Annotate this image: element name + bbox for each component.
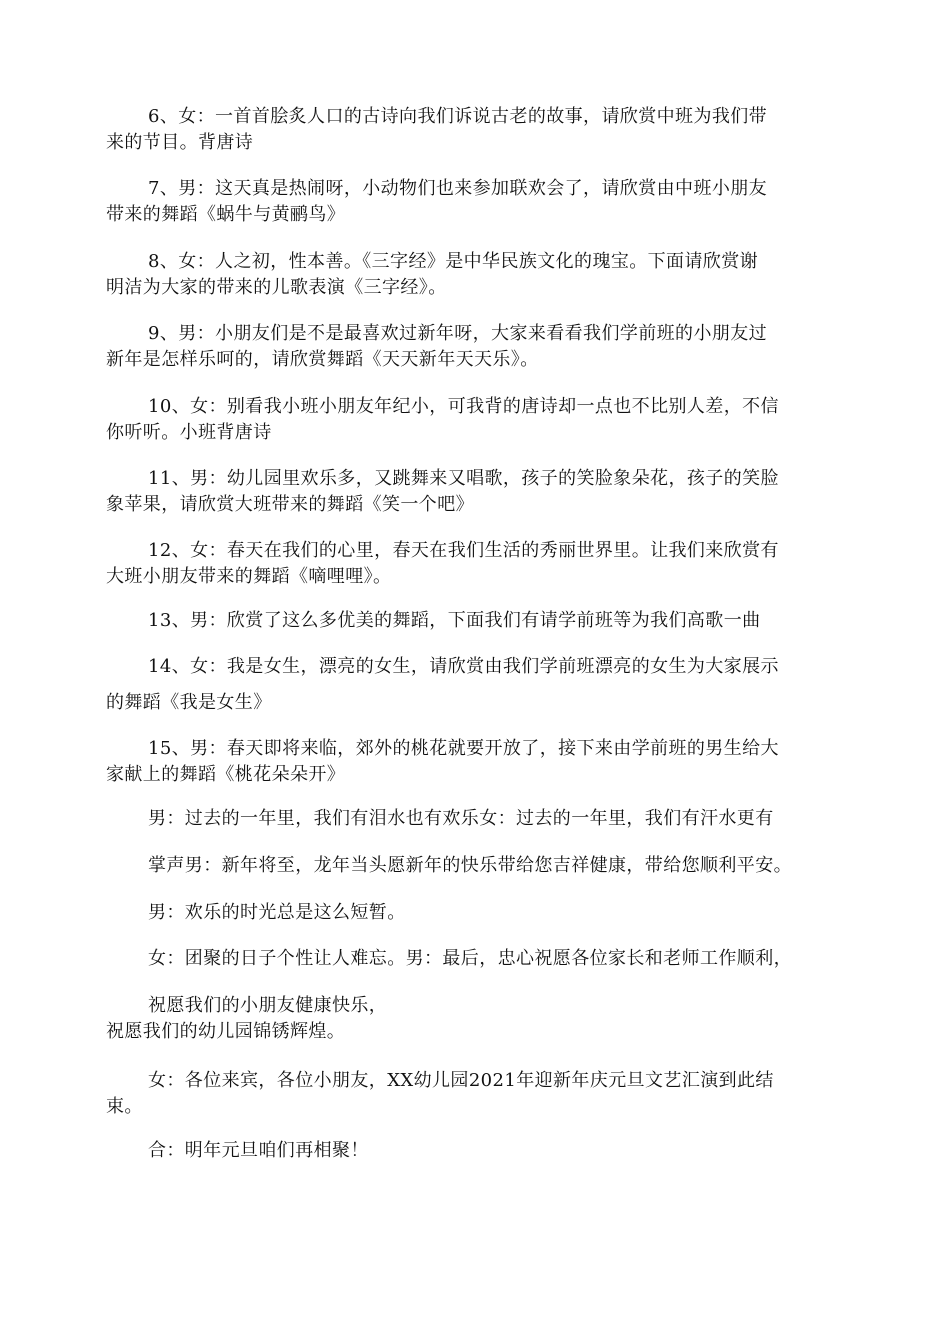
paragraph-ending [106, 1068, 846, 1120]
paragraph-10 [106, 394, 846, 446]
paragraph-line: 象苹果，请欣赏大班带来的舞蹈《笑一个吧》 [106, 494, 474, 515]
paragraph-closing-4 [106, 946, 846, 972]
paragraph-closing-1 [106, 806, 846, 832]
paragraph-line: 7、男：这天真是热闹呀，小动物们也来参加联欢会了，请欣赏由中班小朋友 [148, 178, 768, 199]
paragraph-final [106, 1138, 846, 1164]
paragraph-line: 8、女：人之初，性本善。《三字经》是中华民族文化的瑰宝。下面请欣赏谢 [148, 251, 759, 272]
paragraph-line: 合：明年元旦咱们再相聚！ [148, 1140, 369, 1161]
paragraph-line: 12、女：春天在我们的心里，春天在我们生活的秀丽世界里。让我们来欣赏有 [148, 540, 779, 561]
paragraph-15 [106, 736, 846, 788]
paragraph-line: 13、男：欣赏了这么多优美的舞蹈，下面我们有请学前班等为我们高歌一曲 [148, 610, 761, 631]
paragraph-line: 大班小朋友带来的舞蹈《嘀哩哩》。 [106, 566, 392, 587]
paragraph-closing-3 [106, 900, 846, 926]
paragraph-wishes [106, 993, 846, 1045]
paragraph-11 [106, 466, 846, 518]
paragraph-line: 女：团聚的日子个性让人难忘。男：最后，忠心祝愿各位家长和老师工作顺利， [148, 948, 792, 969]
paragraph-line: 家献上的舞蹈《桃花朵朵开》 [106, 764, 346, 785]
paragraph-8 [106, 249, 846, 301]
paragraph-line: 男：过去的一年里，我们有泪水也有欢乐女：过去的一年里，我们有汗水更有 [148, 808, 774, 829]
paragraph-line: 明洁为大家的带来的儿歌表演《三字经》。 [106, 277, 447, 298]
paragraph-line: 6、女：一首首脍炙人口的古诗向我们诉说古老的故事，请欣赏中班为我们带 [148, 106, 768, 127]
paragraph-line: 掌声男：新年将至，龙年当头愿新年的快乐带给您吉祥健康，带给您顺利平安。 [148, 855, 792, 876]
paragraph-line: 祝愿我们的小朋友健康快乐， [148, 995, 388, 1016]
paragraph-14-continued [106, 690, 846, 716]
paragraph-line: 带来的舞蹈《蜗牛与黄鹂鸟》 [106, 204, 346, 225]
paragraph-line: 10、女：别看我小班小朋友年纪小，可我背的唐诗却一点也不比别人差，不信 [148, 396, 779, 417]
paragraph-14 [106, 654, 846, 680]
paragraph-line: 15、男：春天即将来临，郊外的桃花就要开放了，接下来由学前班的男生给大 [148, 738, 779, 759]
paragraph-line: 男：欢乐的时光总是这么短暂。 [148, 902, 406, 923]
paragraph-line: 你听听。小班背唐诗 [106, 422, 272, 443]
paragraph-line: 新年是怎样乐呵的，请欣赏舞蹈《天天新年天天乐》。 [106, 349, 539, 370]
paragraph-line: 来的节目。背唐诗 [106, 132, 254, 153]
paragraph-closing-2 [106, 853, 846, 879]
paragraph-line: 束。 [106, 1096, 143, 1117]
paragraph-line: 14、女：我是女生，漂亮的女生，请欣赏由我们学前班漂亮的女生为大家展示 [148, 656, 779, 677]
paragraph-12 [106, 538, 846, 590]
paragraph-line: 的舞蹈《我是女生》 [106, 692, 272, 713]
paragraph-9 [106, 321, 846, 373]
paragraph-line: 11、男：幼儿园里欢乐多，又跳舞来又唱歌，孩子的笑脸象朵花，孩子的笑脸 [148, 468, 779, 489]
paragraph-line: 祝愿我们的幼儿园锦锈辉煌。 [106, 1021, 346, 1042]
paragraph-line: 9、男：小朋友们是不是最喜欢过新年呀，大家来看看我们学前班的小朋友过 [148, 323, 768, 344]
paragraph-13 [106, 608, 846, 634]
paragraph-7 [106, 176, 846, 228]
paragraph-6 [106, 104, 846, 156]
paragraph-line: 女：各位来宾，各位小朋友，XX幼儿园2021年迎新年庆元旦文艺汇演到此结 [148, 1070, 774, 1091]
